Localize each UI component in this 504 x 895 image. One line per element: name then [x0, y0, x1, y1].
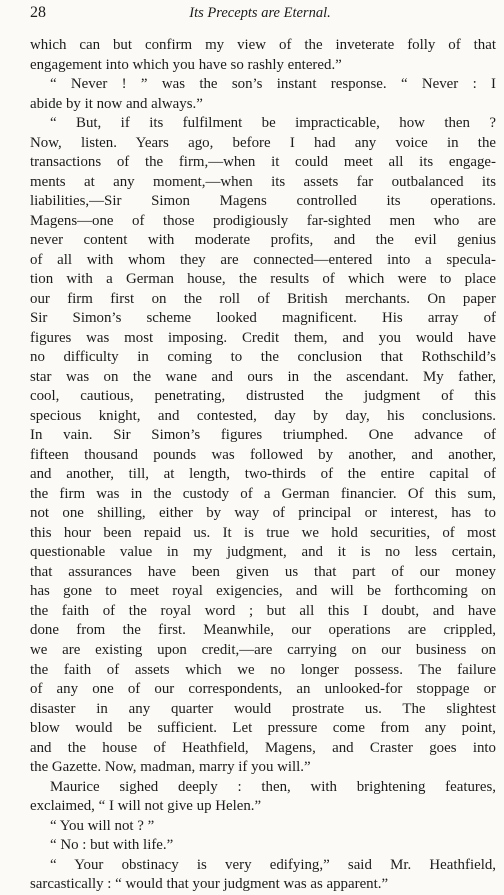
text-line: exclaimed, “ I will not give up Helen.” [30, 798, 262, 815]
running-title: Its Precepts are Eternal. [189, 5, 331, 21]
text-line: has gone to meet royal exigencies, and will be forthcoming on [30, 583, 496, 600]
text-line: Magens—one of those prodigiously far-sighted men who are [30, 212, 496, 229]
text-line: sarcastically : “ would that your judgment was as apparent.” [30, 876, 389, 893]
text-line: never content with moderate profits, and the evil genius [30, 232, 496, 249]
text-line: the faith of assets which we no longer possess. The failure [30, 661, 496, 678]
text-line: which can but confirm my view of the inveterate folly of that [30, 37, 496, 53]
text-line: our firm first on the roll of British merchants. On paper [30, 290, 496, 307]
text-line: disaster in any quarter would prostrate us. The slightest [30, 700, 496, 717]
text-line: we are existing upon credit,—are carrying on our business on [30, 641, 496, 658]
page-number: 28 [30, 4, 46, 21]
text-line: engagement into which you have so rashly entered.” [30, 56, 342, 73]
text-line: cool, cautious, penetrating, distrusted the judgment of this [30, 388, 496, 405]
text-line: this hour been repaid us. It is true we hold securities, of most [30, 524, 496, 541]
text-line: specious knight, and contested, day by day, his conclusions. [30, 407, 496, 424]
body-text [30, 36, 496, 895]
text-line: “ You will not ? ” [50, 817, 155, 834]
text-line: ments at any moment,—when its assets far outbalanced its [30, 173, 496, 190]
text-line: that assurances have been given us that part of our money [30, 563, 496, 580]
text-line: “ But, if its fulfilment be impracticable, how then ? [50, 115, 496, 132]
text-line: done from the first. Meanwhile, our operations are crippled, [30, 622, 496, 639]
text-line: and another, till, at length, two-thirds of the entire capital of [30, 466, 496, 483]
text-line: not one shilling, either by way of principal or interest, has to [30, 505, 496, 522]
text-line: liabilities,—Sir Simon Magens controlled its operations. [30, 193, 496, 210]
text-line: “ Your obstinacy is very edifying,” said Mr. Heathfield, [50, 856, 496, 873]
text-line: the faith of the royal word ; but all this I doubt, and have [30, 602, 496, 619]
text-line: Maurice sighed deeply : then, with brightening features, [50, 778, 496, 795]
text-line: and the house of Heathfield, Magens, and Craster goes into [30, 739, 496, 756]
text-line: transactions of the firm,—when it could meet all its engage- [30, 154, 496, 171]
text-line: blow would be sufficient. Let pressure come from any point, [30, 720, 496, 737]
text-line: “ No : but with life.” [50, 837, 174, 854]
text-line: fifteen thousand pounds was followed by another, and another, [30, 446, 496, 463]
text-line: questionable value in my judgment, and it is no less certain, [30, 544, 496, 561]
text-line: In vain. Sir Simon’s figures triumphed. One advance of [30, 427, 496, 444]
page-header [30, 4, 490, 24]
text-line: star was on the wane and ours in the ascendant. My father, [30, 368, 496, 385]
text-line: “ Never ! ” was the son’s instant response. “ Never : I [50, 76, 496, 93]
text-line: tion with a German house, the results of which were to place [30, 271, 496, 288]
text-line: no difficulty in coming to the conclusion that Rothschild’s [30, 349, 496, 366]
text-line: of any one of our correspondents, an unlooked-for stoppage or [30, 681, 496, 698]
text-line: of all with whom they are connected—entered into a specula- [30, 251, 496, 268]
text-line: abide by it now and always.” [30, 95, 203, 112]
text-line: figures was most imposing. Credit them, and you would have [30, 329, 496, 346]
text-line: Now, listen. Years ago, before I had any voice in the [30, 134, 496, 151]
text-line: the Gazette. Now, madman, marry if you will.” [30, 759, 311, 776]
text-line: Sir Simon’s scheme looked magnificent. His array of [30, 310, 496, 327]
text-line: the firm was in the custody of a German financier. Of this sum, [30, 485, 496, 502]
